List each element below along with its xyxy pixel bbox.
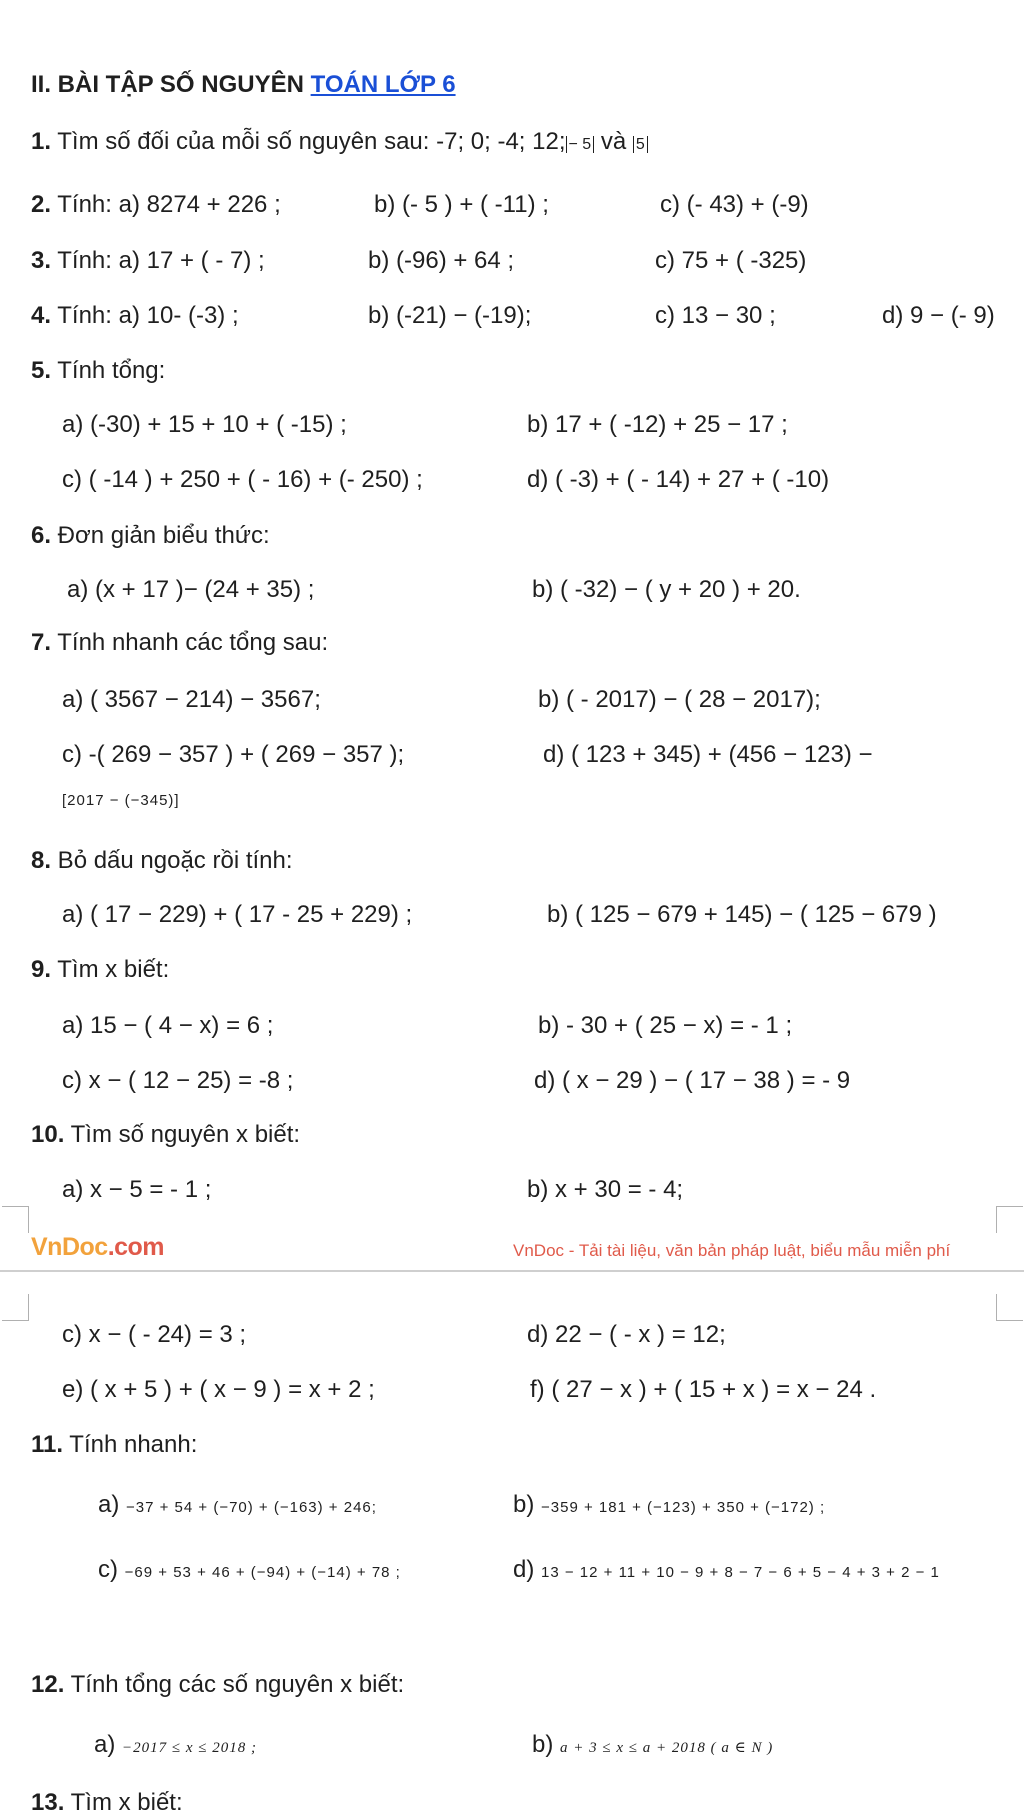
exercise-9-part-c: c) x − ( 12 − 25) = -8 ; <box>62 1067 294 1094</box>
exercise-7-part-c: c) -( 269 − 357 ) + ( 269 − 357 ); <box>62 741 405 768</box>
part-label: b) <box>513 1491 535 1518</box>
exercise-10-title <box>31 1120 300 1150</box>
and-text: và <box>594 128 633 155</box>
exercise-5-title <box>31 356 165 386</box>
exercise-6-title <box>31 521 270 551</box>
exercise-number: 2. <box>31 191 52 218</box>
exercise-10-part-c: c) x − ( - 24) = 3 ; <box>62 1321 247 1348</box>
page-corner-mark <box>996 1206 1023 1233</box>
exercise-5-title-text: Tính tổng: <box>51 357 166 384</box>
exercise-11-title <box>31 1430 197 1460</box>
exercise-9-part-d: d) ( x − 29 ) − ( 17 − 38 ) = - 9 <box>534 1067 851 1094</box>
heading-text: II. BÀI TẬP SỐ NGUYÊN <box>31 71 311 98</box>
exercise-7-part-d: d) ( 123 + 345) + (456 − 123) − <box>543 741 873 768</box>
section-heading <box>31 70 456 100</box>
page-corner-mark <box>2 1294 29 1321</box>
exercise-10-title-text: Tìm số nguyên x biết: <box>64 1121 301 1148</box>
math-expression: a + 3 ≤ x ≤ a + 2018 ( a ∈ N ) <box>560 1740 774 1756</box>
part-label: b) <box>532 1731 554 1758</box>
exercise-13-title <box>31 1788 183 1818</box>
part-label: d) <box>513 1556 535 1583</box>
exercise-2-part-b: b) (- 5 ) + ( -11) ; <box>374 191 549 218</box>
exercise-10-part-d: d) 22 − ( - x ) = 12; <box>527 1321 726 1348</box>
exercise-12-part-b <box>532 1730 773 1763</box>
math-expression: −359 + 181 + (−123) + 350 + (−172) ; <box>541 1499 826 1516</box>
exercise-number: 12. <box>31 1671 65 1698</box>
exercise-2-part-c: c) (- 43) + (-9) <box>660 191 809 218</box>
exercise-number: 10. <box>31 1121 65 1148</box>
exercise-9-part-a: a) 15 − ( 4 − x) = 6 ; <box>62 1012 274 1039</box>
exercise-number: 9. <box>31 956 52 983</box>
math-expression: −2017 ≤ x ≤ 2018 ; <box>122 1740 258 1756</box>
exercise-11-title-text: Tính nhanh: <box>63 1431 198 1458</box>
exercise-3-part-c: c) 75 + ( -325) <box>655 247 807 274</box>
exercise-13-title-text: Tìm x biết: <box>64 1789 183 1816</box>
exercise-10-part-b: b) x + 30 = - 4; <box>527 1176 684 1203</box>
part-label: a) <box>94 1731 116 1758</box>
exercise-12-part-a <box>94 1730 257 1763</box>
exercise-number: 1. <box>31 128 52 155</box>
exercise-11-part-d <box>513 1555 940 1588</box>
math-expression: 13 − 12 + 11 + 10 − 9 + 8 − 7 − 6 + 5 − 4 + 3 + 2 − 1 <box>541 1564 940 1581</box>
page-corner-mark <box>996 1294 1023 1321</box>
logo-main-text: VnDoc <box>31 1233 108 1261</box>
exercise-4-a <box>31 301 239 331</box>
exercise-11-part-a <box>98 1490 377 1523</box>
exercise-10-part-a: a) x − 5 = - 1 ; <box>62 1176 212 1203</box>
exercise-7-part-d-continued: [2017 − (−345)] <box>62 792 180 809</box>
logo-domain-text: .com <box>107 1233 165 1261</box>
exercise-4-part-b: b) (-21) − (-19); <box>368 302 532 329</box>
footer-tagline: VnDoc - Tải tài liệu, văn bản pháp luật, biểu mẫu miễn phí <box>513 1241 951 1260</box>
exercise-4-part-c: c) 13 − 30 ; <box>655 302 776 329</box>
exercise-number: 5. <box>31 357 52 384</box>
exercise-12-title <box>31 1670 404 1700</box>
exercise-1 <box>31 127 648 160</box>
heading-link[interactable]: TOÁN LỚP 6 <box>310 71 456 98</box>
exercise-10-part-f: f) ( 27 − x ) + ( 15 + x ) = x − 24 . <box>530 1376 877 1403</box>
exercise-number: 3. <box>31 247 52 274</box>
math-expression: −69 + 53 + 46 + (−94) + (−14) + 78 ; <box>124 1564 401 1581</box>
exercise-4-part-d: d) 9 − (- 9) <box>882 302 995 329</box>
exercise-2-part-a: Tính: a) 8274 + 226 ; <box>51 191 281 218</box>
exercise-3-part-a: Tính: a) 17 + ( - 7) ; <box>51 247 265 274</box>
exercise-6-part-a: a) (x + 17 )− (24 + 35) ; <box>67 576 315 603</box>
exercise-3-part-b: b) (-96) + 64 ; <box>368 247 515 274</box>
exercise-number: 8. <box>31 847 52 874</box>
abs-value-2: 5 <box>633 136 648 153</box>
exercise-8-title-text: Bỏ dấu ngoặc rồi tính: <box>51 847 293 874</box>
exercise-11-part-c <box>98 1555 401 1588</box>
exercise-7-title <box>31 628 328 658</box>
exercise-3-a <box>31 246 265 276</box>
exercise-5-part-d: d) ( -3) + ( - 14) + 27 + ( -10) <box>527 466 830 493</box>
abs-value-1: − 5 <box>566 136 595 153</box>
exercise-11-part-b <box>513 1490 825 1523</box>
exercise-10-part-e: e) ( x + 5 ) + ( x − 9 ) = x + 2 ; <box>62 1376 375 1403</box>
exercise-5-part-b: b) 17 + ( -12) + 25 − 17 ; <box>527 411 788 438</box>
exercise-7-title-text: Tính nhanh các tổng sau: <box>51 629 329 656</box>
exercise-number: 7. <box>31 629 52 656</box>
exercise-6-part-b: b) ( -32) − ( y + 20 ) + 20. <box>532 576 801 603</box>
exercise-7-part-a: a) ( 3567 − 214) − 3567; <box>62 686 321 713</box>
exercise-5-part-c: c) ( -14 ) + 250 + ( - 16) + (- 250) ; <box>62 466 423 493</box>
exercise-1-text: Tìm số đối của mỗi số nguyên sau: -7; 0; -4; 12; <box>51 128 566 155</box>
exercise-number: 4. <box>31 302 52 329</box>
exercise-number: 6. <box>31 522 52 549</box>
exercise-number: 11. <box>31 1431 64 1458</box>
part-label: c) <box>98 1556 118 1583</box>
exercise-4-part-a: Tính: a) 10- (-3) ; <box>51 302 239 329</box>
exercise-8-part-a: a) ( 17 − 229) + ( 17 - 25 + 229) ; <box>62 901 413 928</box>
exercise-9-title-text: Tìm x biết: <box>51 956 170 983</box>
exercise-8-part-b: b) ( 125 − 679 + 145) − ( 125 − 679 ) <box>547 901 937 928</box>
part-label: a) <box>98 1491 120 1518</box>
exercise-9-title <box>31 955 169 985</box>
exercise-5-part-a: a) (-30) + 15 + 10 + ( -15) ; <box>62 411 347 438</box>
page-corner-mark <box>2 1206 29 1233</box>
exercise-8-title <box>31 846 293 876</box>
exercise-number: 13. <box>31 1789 65 1816</box>
exercise-6-title-text: Đơn giản biểu thức: <box>51 522 270 549</box>
page-divider <box>0 1270 1024 1272</box>
math-expression: −37 + 54 + (−70) + (−163) + 246; <box>126 1499 377 1516</box>
exercise-12-title-text: Tính tổng các số nguyên x biết: <box>64 1671 405 1698</box>
vndoc-logo[interactable] <box>31 1232 164 1262</box>
exercise-7-part-b: b) ( - 2017) − ( 28 − 2017); <box>538 686 821 713</box>
exercise-9-part-b: b) - 30 + ( 25 − x) = - 1 ; <box>538 1012 793 1039</box>
exercise-2-a <box>31 190 281 220</box>
